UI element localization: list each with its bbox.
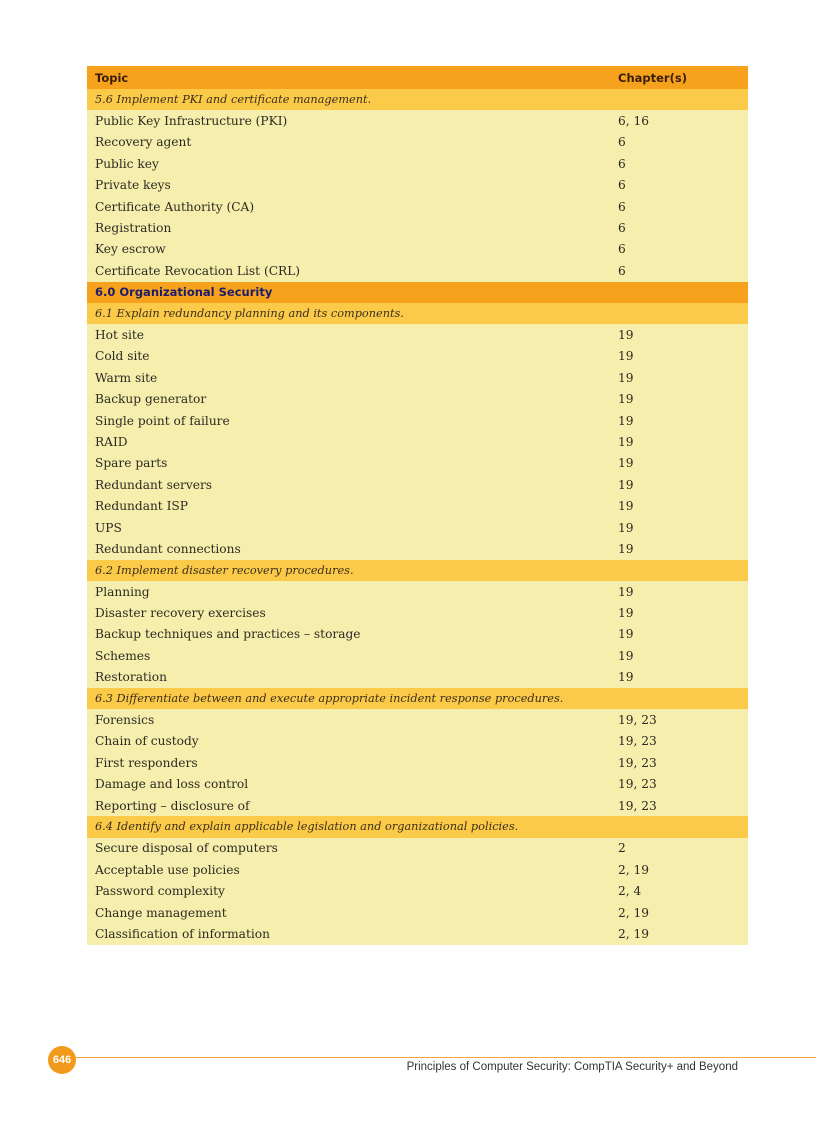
topic-cell: Secure disposal of computers [95, 841, 278, 856]
topic-cell: Redundant ISP [95, 499, 188, 514]
table-row [87, 260, 748, 281]
table-row [87, 410, 748, 431]
chapters-cell: 19 [618, 499, 634, 514]
table-row [87, 110, 748, 131]
topic-cell: 6.0 Organizational Security [95, 285, 273, 300]
table-row [87, 324, 748, 345]
topic-cell: Redundant servers [95, 477, 213, 492]
topic-cell: 6.4 Identify and explain applicable legislation and organizational policies. [95, 820, 519, 834]
topic-cell: Single point of failure [95, 413, 230, 428]
topic-cell: Classification of information [95, 926, 270, 941]
table-row [87, 217, 748, 238]
chapters-cell: 19, 23 [618, 755, 657, 770]
table-row [87, 667, 748, 688]
table-row [87, 453, 748, 474]
table-row [87, 880, 748, 901]
topic-cell: Backup techniques and practices – storage [95, 627, 361, 642]
topic-cell: Hot site [95, 327, 144, 342]
chapters-cell: 19 [618, 606, 634, 621]
topic-cell: Certificate Revocation List (CRL) [95, 263, 301, 278]
table-row [87, 624, 748, 645]
topic-cell: Chain of custody [95, 734, 199, 749]
chapters-cell: 19 [618, 627, 634, 642]
book-title: Principles of Computer Security: CompTIA Security+ and Beyond [406, 1061, 738, 1073]
chapters-cell: 19 [618, 456, 634, 471]
topic-cell: 6.2 Implement disaster recovery procedures. [95, 563, 354, 577]
topic-cell: 6.1 Explain redundancy planning and its components. [95, 307, 404, 321]
chapters-cell: 19, 23 [618, 734, 657, 749]
chapters-cell: 6 [618, 178, 626, 193]
topic-cell: Registration [95, 221, 172, 236]
table-body [87, 89, 748, 945]
table-row [87, 902, 748, 923]
chapters-cell: 2, 19 [618, 862, 650, 877]
chapters-cell: 6, 16 [618, 114, 650, 129]
chapters-cell: 19 [618, 392, 634, 407]
topic-cell: Private keys [95, 178, 171, 193]
chapters-cell: 2 [618, 841, 626, 856]
table-row [87, 859, 748, 880]
table-row [87, 581, 748, 602]
topic-cell: Certificate Authority (CA) [95, 199, 255, 214]
chapters-cell: 19 [618, 520, 634, 535]
topic-cell: Spare parts [95, 456, 168, 471]
topic-cell: Recovery agent [95, 135, 192, 150]
chapters-cell: 19 [618, 370, 634, 385]
chapters-cell: 19 [618, 327, 634, 342]
topic-cell: Cold site [95, 349, 150, 364]
topic-cell: UPS [95, 520, 122, 535]
topic-cell: Restoration [95, 670, 167, 685]
chapters-cell: 6 [618, 199, 626, 214]
table-row [87, 923, 748, 944]
header-topic: Topic [95, 70, 129, 85]
page-number-badge: 646 [48, 1046, 76, 1074]
topic-cell: Password complexity [95, 884, 225, 899]
topic-cell: Backup generator [95, 392, 207, 407]
chapters-cell: 19, 23 [618, 777, 657, 792]
chapters-cell: 19, 23 [618, 713, 657, 728]
topic-cell: 6.3 Differentiate between and execute appropriate incident response procedures. [95, 692, 564, 706]
table-row [87, 602, 748, 623]
table-row [87, 774, 748, 795]
header-chapters: Chapter(s) [618, 70, 687, 85]
chapters-cell: 19 [618, 413, 634, 428]
chapters-cell: 19 [618, 541, 634, 556]
topic-cell: Acceptable use policies [95, 862, 240, 877]
topic-cell: First responders [95, 755, 198, 770]
objective-row [87, 89, 748, 110]
objectives-table [87, 66, 748, 945]
topic-cell: Forensics [95, 713, 155, 728]
table-row [87, 731, 748, 752]
table-row [87, 239, 748, 260]
table-row [87, 645, 748, 666]
topic-cell: RAID [95, 434, 128, 449]
table-row [87, 795, 748, 816]
table-row [87, 388, 748, 409]
topic-cell: Disaster recovery exercises [95, 606, 266, 621]
topic-cell: Change management [95, 905, 227, 920]
chapters-cell: 2, 4 [618, 884, 642, 899]
table-row [87, 196, 748, 217]
topic-cell: Public key [95, 156, 159, 171]
chapters-cell: 6 [618, 242, 626, 257]
chapters-cell: 6 [618, 156, 626, 171]
chapters-cell: 6 [618, 135, 626, 150]
objective-row [87, 688, 748, 709]
table-row [87, 709, 748, 730]
section-heading-row [87, 282, 748, 303]
chapters-cell: 6 [618, 263, 626, 278]
topic-cell: Public Key Infrastructure (PKI) [95, 114, 288, 129]
chapters-cell: 19 [618, 477, 634, 492]
objective-row [87, 560, 748, 581]
topic-cell: Key escrow [95, 242, 166, 257]
table-row [87, 495, 748, 516]
table-row [87, 153, 748, 174]
table-row [87, 474, 748, 495]
topic-cell: 5.6 Implement PKI and certificate management. [95, 93, 372, 107]
table-row [87, 517, 748, 538]
table-row [87, 346, 748, 367]
chapters-cell: 19 [618, 349, 634, 364]
topic-cell: Reporting – disclosure of [95, 798, 250, 813]
table-row [87, 431, 748, 452]
chapters-cell: 19 [618, 670, 634, 685]
chapters-cell: 19, 23 [618, 798, 657, 813]
chapters-cell: 6 [618, 221, 626, 236]
objective-row [87, 303, 748, 324]
topic-cell: Damage and loss control [95, 777, 249, 792]
table-row [87, 175, 748, 196]
table-row [87, 132, 748, 153]
chapters-cell: 19 [618, 434, 634, 449]
topic-cell: Schemes [95, 648, 151, 663]
chapters-cell: 2, 19 [618, 905, 650, 920]
chapters-cell: 19 [618, 584, 634, 599]
chapters-cell: 2, 19 [618, 926, 650, 941]
table-row [87, 838, 748, 859]
footer-divider [52, 1057, 816, 1058]
objective-row [87, 816, 748, 837]
topic-cell: Planning [95, 584, 150, 599]
table-row [87, 538, 748, 559]
chapters-cell: 19 [618, 648, 634, 663]
topic-cell: Warm site [95, 370, 158, 385]
table-row [87, 367, 748, 388]
table-row [87, 752, 748, 773]
table-header [87, 66, 748, 89]
topic-cell: Redundant connections [95, 541, 241, 556]
